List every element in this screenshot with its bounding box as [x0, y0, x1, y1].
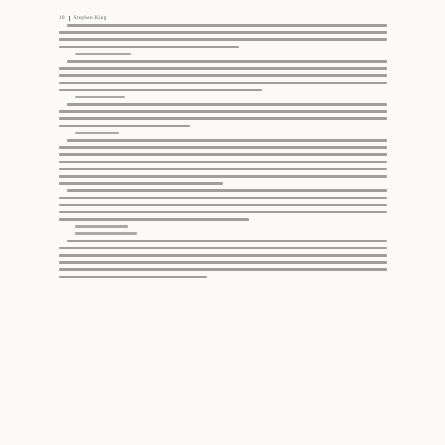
paragraph-line	[59, 125, 190, 128]
dialogue-line	[75, 53, 131, 56]
paragraph-line	[59, 67, 387, 70]
paragraph-line	[59, 168, 387, 171]
paragraph-line	[59, 218, 249, 221]
dialogue-line	[75, 232, 137, 235]
paragraph-line	[59, 46, 239, 49]
paragraph-line	[59, 211, 387, 214]
paragraph-line	[59, 82, 387, 85]
author-name: Stephen King	[73, 15, 107, 21]
paragraph-line	[59, 153, 387, 156]
paragraph-line	[67, 189, 387, 192]
paragraph-line	[59, 110, 387, 113]
paragraph-line	[59, 89, 262, 92]
paragraph-line	[59, 146, 387, 149]
paragraph-line	[59, 254, 387, 257]
paragraph-line	[59, 31, 387, 34]
paragraph-line	[67, 60, 387, 63]
body-text	[59, 24, 387, 278]
paragraph-line	[59, 38, 387, 41]
dialogue-line	[75, 225, 128, 228]
paragraph-line	[59, 117, 387, 120]
page-number: 10	[59, 15, 65, 21]
paragraph-line	[67, 24, 387, 27]
paragraph-line	[59, 261, 387, 264]
running-header	[59, 12, 387, 24]
paragraph-line	[59, 182, 223, 185]
paragraph-line	[67, 240, 387, 243]
paragraph-line	[59, 161, 387, 164]
paragraph-line	[59, 197, 387, 200]
header-divider	[69, 16, 70, 21]
dialogue-line	[75, 96, 125, 99]
paragraph-line	[59, 74, 387, 77]
paragraph-line	[59, 247, 387, 250]
paragraph-line	[59, 175, 387, 178]
paragraph-line	[59, 268, 387, 271]
paragraph-line	[67, 139, 387, 142]
paragraph-line	[59, 204, 387, 207]
paragraph-line	[59, 276, 207, 279]
paragraph-line	[67, 103, 387, 106]
dialogue-line	[75, 132, 119, 135]
